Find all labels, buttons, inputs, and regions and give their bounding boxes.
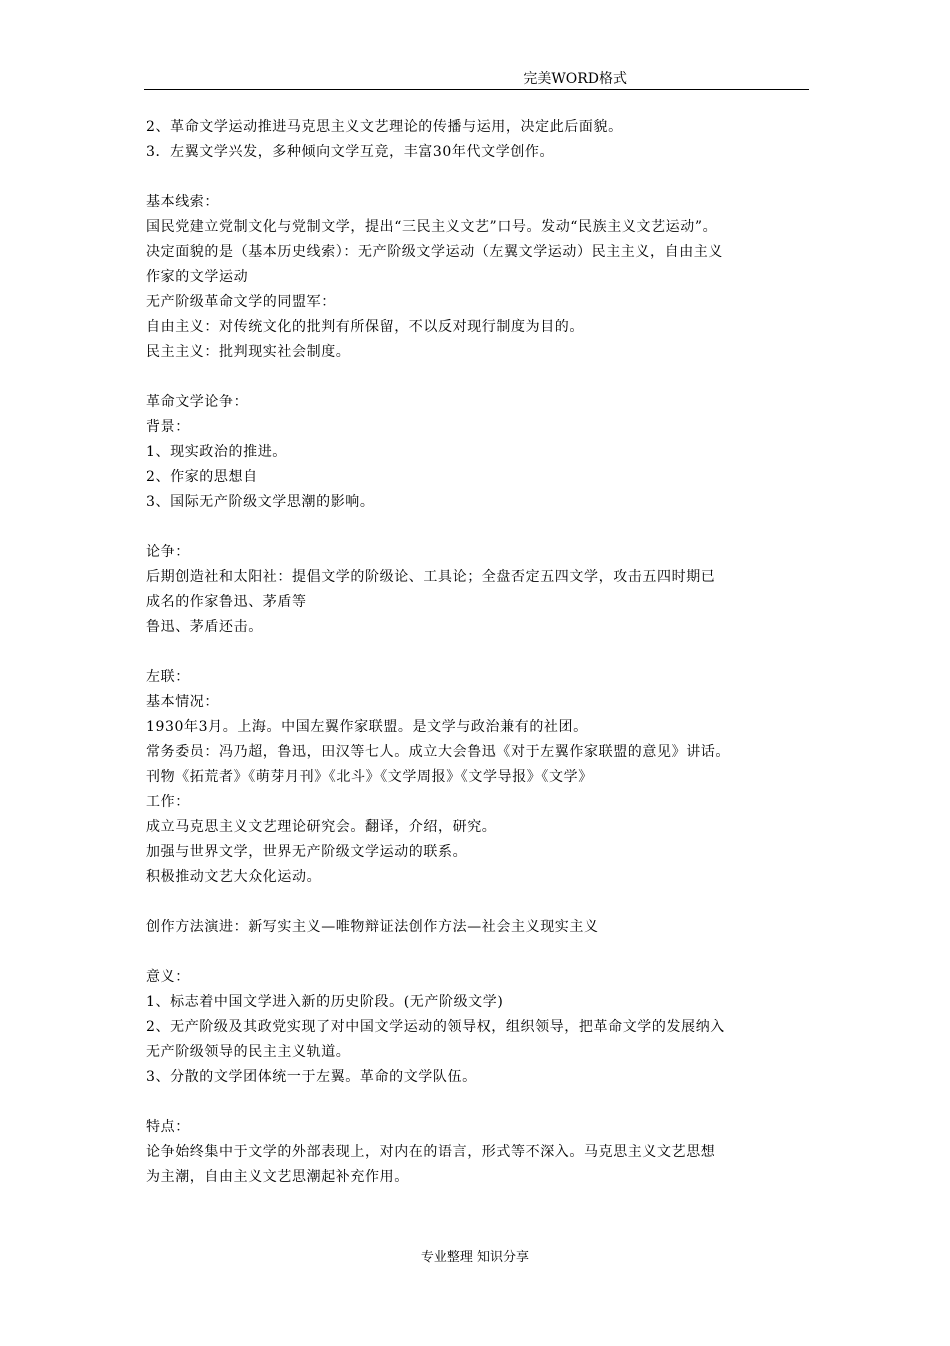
text-line: 背景： <box>146 419 190 435</box>
text-line: 无产阶级领导的民主主义轨道。 <box>146 1044 351 1060</box>
text-line: 鲁迅、茅盾还击。 <box>146 619 263 635</box>
text-line: 积极推动文艺大众化运动。 <box>146 869 322 885</box>
text-line: 1、标志着中国文学进入新的历史阶段。(无产阶级文学) <box>146 994 504 1010</box>
text-line: 工作： <box>146 794 190 810</box>
text-line: 意义： <box>146 969 190 985</box>
text-line: 自由主义：对传统文化的批判有所保留，不以反对现行制度为目的。 <box>146 319 584 335</box>
text-line: 左联： <box>146 669 190 685</box>
text-line: 无产阶级革命文学的同盟军： <box>146 294 336 310</box>
blank-line <box>146 940 810 965</box>
text-line: 革命文学论争： <box>146 394 249 410</box>
blank-line <box>146 1090 810 1115</box>
text-line: 特点： <box>146 1119 190 1135</box>
text-line: 基本情况： <box>146 694 219 710</box>
text-line: 民主主义：批判现实社会制度。 <box>146 344 351 360</box>
text-line: 国民党建立党制文化与党制文学，提出“三民主义文艺”口号。发动“民族主义文艺运动”。 <box>146 219 718 235</box>
text-line: 1930年3月。上海。中国左翼作家联盟。是文学与政治兼有的社团。 <box>146 719 588 735</box>
text-line: 刊物《拓荒者》《萌芽月刊》《北斗》《文学周报》《文学导报》《文学》 <box>146 769 593 785</box>
header-text: 完美WORD格式 <box>523 71 627 87</box>
text-line: 后期创造社和太阳社：提倡文学的阶级论、工具论；全盘否定五四文学，攻击五四时期已 <box>146 569 716 585</box>
text-line: 决定面貌的是（基本历史线索）：无产阶级文学运动（左翼文学运动）民主主义，自由主义 <box>146 244 723 260</box>
blank-line <box>146 165 810 190</box>
blank-line <box>146 365 810 390</box>
text-line: 1、现实政治的推进。 <box>146 444 287 460</box>
document-body <box>146 115 810 1190</box>
text-line: 2、革命文学运动推进马克思主义文艺理论的传播与运用，决定此后面貌。 <box>146 119 623 135</box>
text-line: 创作方法演进：新写实主义—唯物辩证法创作方法—社会主义现实主义 <box>146 919 599 935</box>
text-line: 论争始终集中于文学的外部表现上，对内在的语言，形式等不深入。马克思主义文艺思想 <box>146 1144 716 1160</box>
text-line: 3．左翼文学兴发，多种倾向文学互竞，丰富30年代文学创作。 <box>146 144 555 160</box>
text-line: 为主潮，自由主义文艺思潮起补充作用。 <box>146 1169 409 1185</box>
page-header <box>144 70 809 90</box>
text-line: 作家的文学运动 <box>146 269 249 285</box>
text-line: 2、作家的思想自 <box>146 469 258 485</box>
text-line: 基本线索： <box>146 194 219 210</box>
text-line: 2、无产阶级及其政党实现了对中国文学运动的领导权，组织领导，把革命文学的发展纳入 <box>146 1019 725 1035</box>
blank-line <box>146 640 810 665</box>
text-line: 加强与世界文学，世界无产阶级文学运动的联系。 <box>146 844 468 860</box>
text-line: 3、国际无产阶级文学思潮的影响。 <box>146 494 375 510</box>
text-line: 成名的作家鲁迅、茅盾等 <box>146 594 307 610</box>
text-line: 3、分散的文学团体统一于左翼。革命的文学队伍。 <box>146 1069 477 1085</box>
blank-line <box>146 515 810 540</box>
blank-line <box>146 890 810 915</box>
page-footer: 专业整理 知识分享 <box>420 1250 530 1265</box>
text-line: 论争： <box>146 544 190 560</box>
text-line: 成立马克思主义文艺理论研究会。翻译，介绍，研究。 <box>146 819 497 835</box>
text-line: 常务委员：冯乃超，鲁迅，田汉等七人。成立大会鲁迅《对于左翼作家联盟的意见》讲话。 <box>146 744 730 760</box>
